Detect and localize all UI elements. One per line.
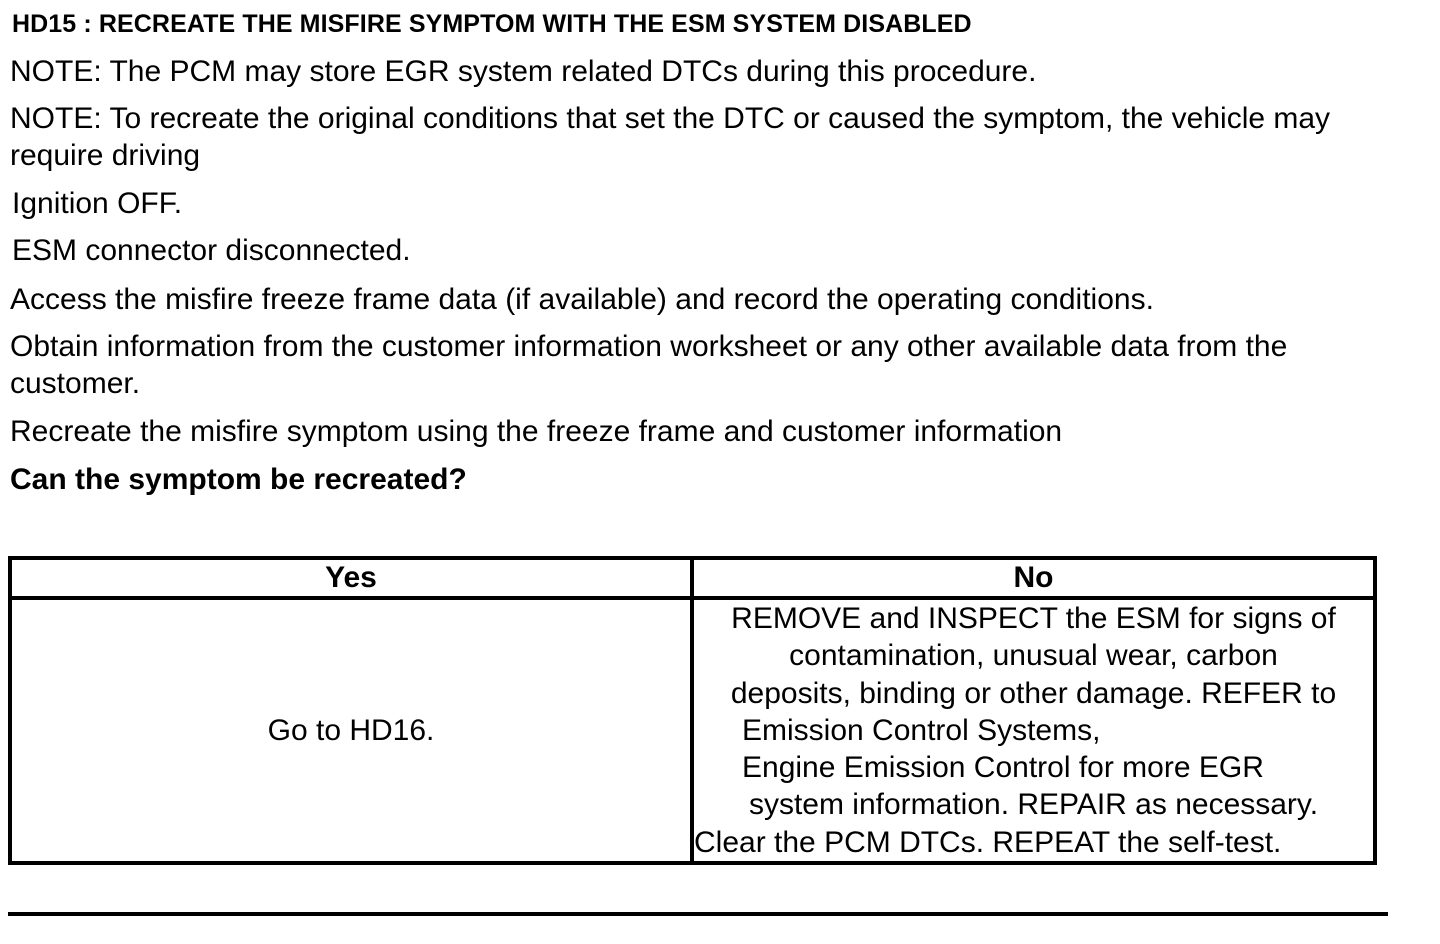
header-yes: Yes: [10, 558, 692, 598]
table-row: [10, 598, 1375, 863]
yes-action-cell: [10, 598, 692, 863]
step-esm-disconnected: ESM connector disconnected.: [12, 234, 411, 267]
decision-question: Can the symptom be recreated?: [10, 463, 467, 496]
note-driving: NOTE: To recreate the original conditions that set the DTC or caused the symptom, the vehicle may require driving: [10, 102, 1331, 172]
no-action-line: REMOVE and INSPECT the ESM for signs of: [731, 602, 1336, 635]
page-title: HD15 : RECREATE THE MISFIRE SYMPTOM WITH THE ESM SYSTEM DISABLED: [12, 10, 972, 38]
no-action-line: Engine Emission Control for more EGR: [742, 751, 1264, 785]
step-ignition-off: Ignition OFF.: [12, 187, 183, 220]
no-action-line: contamination, unusual wear, carbon: [789, 639, 1278, 673]
table-header-row: [10, 558, 1375, 598]
no-action-line: system information. REPAIR as necessary.: [748, 788, 1319, 822]
no-action-line: Clear the PCM DTCs. REPEAT the self-test.: [694, 825, 1282, 859]
yes-action-text: Go to HD16.: [267, 713, 435, 747]
bottom-divider: [8, 912, 1388, 916]
no-action-cell: [692, 598, 1375, 863]
note-egr-dtcs: NOTE: The PCM may store EGR system related DTCs during this procedure.: [10, 55, 1037, 88]
step-freeze-frame: Access the misfire freeze frame data (if available) and record the operating conditions.: [10, 283, 1154, 316]
step-customer-info: Obtain information from the customer information worksheet or any other available data from the customer.: [10, 330, 1288, 400]
step-recreate-symptom: Recreate the misfire symptom using the freeze frame and customer information: [10, 415, 1063, 448]
decision-table: [8, 556, 1377, 865]
no-action-line: deposits, binding or other damage. REFER to: [730, 676, 1337, 710]
header-no: No: [692, 558, 1375, 598]
no-action-line: Emission Control Systems,: [742, 713, 1101, 747]
